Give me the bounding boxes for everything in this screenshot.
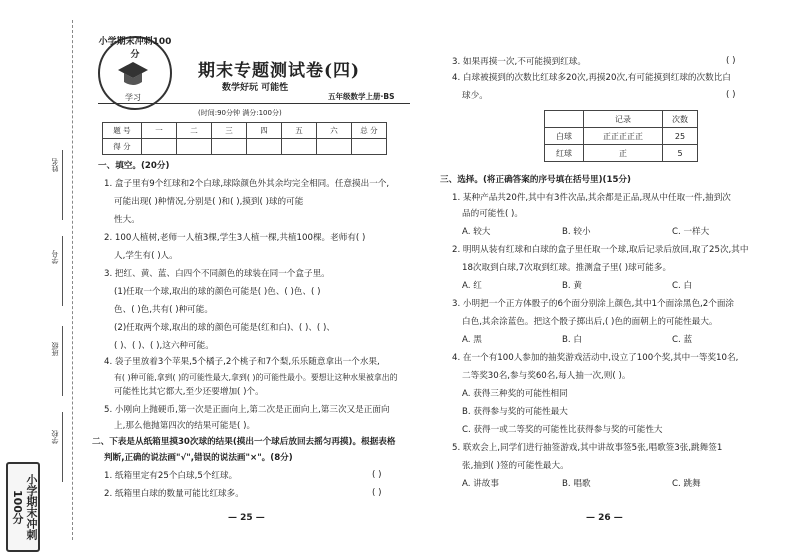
q2-line: 2. 100人植树,老师一人植3棵,学生3人植一棵,共植100棵。老师有( ) — [104, 233, 366, 243]
q5-option[interactable]: A. 讲故事 — [462, 479, 499, 489]
q2-line: 2. 明明从装有红球和白球的盒子里任取一个球,取后记录后放回,取了25次,其中 — [452, 245, 749, 255]
section1-title: 一、填空。(20分) — [98, 161, 170, 171]
q4-line: 有( )种可能,拿到( )的可能性最大,拿到( )的可能性最小。要想让这种水果被拿出的 — [114, 373, 398, 382]
section3-title: 三、选择。(将正确答案的序号填在括号里)(15分) — [440, 175, 631, 185]
tally-cell: 白球 — [545, 128, 584, 145]
tally-cell: 红球 — [545, 145, 584, 162]
logo-arc-text: 小学期末冲刺100分 — [98, 37, 172, 60]
q3-option[interactable]: C. 蓝 — [672, 335, 693, 345]
page-number-left: — 25 — — [228, 513, 265, 523]
q4-option[interactable]: C. 获得一或二等奖的可能性比获得参与奖的可能性大 — [462, 425, 663, 435]
s2-item: 2. 纸箱里白球的数量可能比红球多。 — [104, 489, 244, 499]
q1-line: 1. 某种产品共20件,其中有3件次品,其余都是正品,现从中任取一件,抽到次 — [452, 193, 731, 203]
q1-option[interactable]: A. 较大 — [462, 227, 491, 237]
header-divider — [98, 103, 410, 104]
score-header-cell: 题 号 — [103, 123, 142, 139]
q2-line: 18次取到白球,7次取到红球。推测盒子里( )球可能多。 — [462, 263, 672, 273]
time-info: (时间:90分钟 满分:100分) — [198, 109, 282, 117]
score-row-label: 得 分 — [103, 139, 142, 155]
q3-line: 色、( )色,共有( )种可能。 — [114, 305, 213, 315]
tally-row — [545, 128, 698, 145]
score-cell[interactable] — [212, 139, 247, 155]
binding-margin — [0, 0, 88, 560]
binding-dashed-line — [72, 20, 73, 540]
q4-line: 可能性比其它都大,至少还要增加( )个。 — [114, 387, 264, 397]
s2-item: 3. 如果再摸一次,不可能摸到红球。 — [452, 57, 586, 67]
q3-option[interactable]: B. 白 — [562, 335, 582, 345]
q4-line: 4. 袋子里放着3个苹果,5个橘子,2个桃子和7个梨,乐乐随意拿出一个水果, — [104, 357, 380, 367]
name-label: 姓名 — [51, 158, 59, 172]
q4-option[interactable]: B. 获得参与奖的可能性最大 — [462, 407, 568, 417]
s2-item: 1. 纸箱里定有25个白球,5个红球。 — [104, 471, 238, 481]
score-header-cell: 总 分 — [352, 123, 387, 139]
grade-label: 五年级数学上册·BS — [328, 92, 395, 101]
tally-cell: 5 — [663, 145, 698, 162]
q2-line: 人,学生有( )人。 — [114, 251, 178, 261]
q2-option[interactable]: A. 红 — [462, 281, 482, 291]
q2-option[interactable]: B. 黄 — [562, 281, 582, 291]
score-header-cell: 一 — [142, 123, 177, 139]
page-number-right: — 26 — — [586, 513, 623, 523]
q5-option[interactable]: C. 跳舞 — [672, 479, 701, 489]
score-cell[interactable] — [317, 139, 352, 155]
q5-line: 上,那么他抛第四次的结果可能是( )。 — [114, 421, 256, 431]
tally-header-cell: 记录 — [584, 111, 663, 128]
answer-bracket[interactable]: ( ) — [372, 488, 382, 498]
tally-cell: 25 — [663, 128, 698, 145]
q4-line: 4. 在一个有100人参加的抽奖游戏活动中,设立了100个奖,其中一等奖10名, — [452, 353, 739, 363]
score-cell[interactable] — [282, 139, 317, 155]
right-page — [436, 0, 790, 560]
score-header-cell: 三 — [212, 123, 247, 139]
tally-header-cell — [545, 111, 584, 128]
answer-bracket[interactable]: ( ) — [372, 470, 382, 480]
score-cell[interactable] — [177, 139, 212, 155]
graduation-cap-icon — [116, 58, 150, 92]
q3-line: 3. 把红、黄、蓝、白四个不同颜色的球装在同一个盒子里。 — [104, 269, 330, 279]
tally-table — [544, 110, 698, 162]
score-cell[interactable] — [142, 139, 177, 155]
q4-line: 二等奖30名,参与奖60名,每人抽一次,则( )。 — [462, 371, 631, 381]
name-blank[interactable] — [62, 150, 63, 220]
logo-inner-text: 学习 — [125, 93, 141, 102]
tally-cell: 正正正正正 — [584, 128, 663, 145]
section2-title: 二、下表是从纸箱里摸30次球的结果(摸出一个球后放回去摇匀再摸)。根据表格 — [92, 437, 396, 447]
answer-bracket[interactable]: ( ) — [726, 90, 736, 100]
q3-line: (2)任取两个球,取出的球的颜色可能是(红和白)、( )、( )、 — [114, 323, 335, 333]
q5-line: 5. 小刚向上抛硬币,第一次是正面向上,第二次是正面向上,第三次又是正面向 — [104, 405, 390, 415]
school-label: 学校 — [51, 430, 59, 444]
q4-option[interactable]: A. 获得三种奖的可能性相同 — [462, 389, 568, 399]
student-id-blank[interactable] — [62, 236, 63, 306]
side-logo: 小学期末冲刺100分 — [6, 462, 40, 552]
q5-option[interactable]: B. 唱歌 — [562, 479, 591, 489]
q1-line: 性大。 — [114, 215, 140, 225]
score-table-row — [103, 139, 387, 155]
class-blank[interactable] — [62, 326, 63, 396]
page-subtitle: 数学好玩 可能性 — [222, 83, 289, 93]
score-header-cell: 五 — [282, 123, 317, 139]
score-header-cell: 二 — [177, 123, 212, 139]
score-header-cell: 四 — [247, 123, 282, 139]
score-header-cell: 六 — [317, 123, 352, 139]
q5-line: 5. 联欢会上,同学们进行抽签游戏,其中讲故事签5张,唱歌签3张,跳舞签1 — [452, 443, 723, 453]
school-blank[interactable] — [62, 412, 63, 482]
q1-line: 1. 盒子里有9个红球和2个白球,球除颜色外其余均完全相同。任意摸出一个, — [104, 179, 390, 189]
q1-option[interactable]: C. 一样大 — [672, 227, 710, 237]
class-label: 班级 — [51, 342, 59, 356]
q3-option[interactable]: A. 黑 — [462, 335, 482, 345]
q5-line: 张,抽到( )签的可能性最大。 — [462, 461, 569, 471]
q3-line: (1)任取一个球,取出的球的颜色可能是( )色、( )色、( ) — [114, 287, 321, 297]
s2-item: 4. 白球被摸到的次数比红球多20次,再摸20次,有可能摸到红球的次数比白 — [452, 73, 731, 83]
section2-title-2: 判断,正确的说法画"√",错误的说法画"×"。(8分) — [104, 453, 293, 463]
q3-line: 白色,其余涂蓝色。把这个骰子掷出后,( )色的面朝上的可能性最大。 — [462, 317, 718, 327]
score-cell[interactable] — [247, 139, 282, 155]
student-id-label: 学号 — [51, 250, 59, 264]
score-table-header-row — [103, 123, 387, 139]
left-page — [88, 0, 410, 560]
q1-line: 品的可能性( )。 — [462, 209, 523, 219]
page-title: 期末专题测试卷(四) — [198, 61, 361, 81]
q1-option[interactable]: B. 较小 — [562, 227, 591, 237]
tally-header-cell: 次数 — [663, 111, 698, 128]
q3-line: ( )、( )、( ),这六种可能。 — [114, 341, 214, 351]
answer-bracket[interactable]: ( ) — [726, 56, 736, 66]
s2-item: 球少。 — [462, 91, 488, 101]
score-table — [102, 122, 387, 155]
score-cell[interactable] — [352, 139, 387, 155]
q3-line: 3. 小明把一个正方体骰子的6个面分别涂上颜色,其中1个面涂黑色,2个面涂 — [452, 299, 735, 309]
q1-line: 可能出现( )种情况,分别是( )和( ),摸到( )球的可能 — [114, 197, 304, 207]
tally-row — [545, 145, 698, 162]
tally-header-row — [545, 111, 698, 128]
tally-cell: 正 — [584, 145, 663, 162]
q2-option[interactable]: C. 白 — [672, 281, 693, 291]
